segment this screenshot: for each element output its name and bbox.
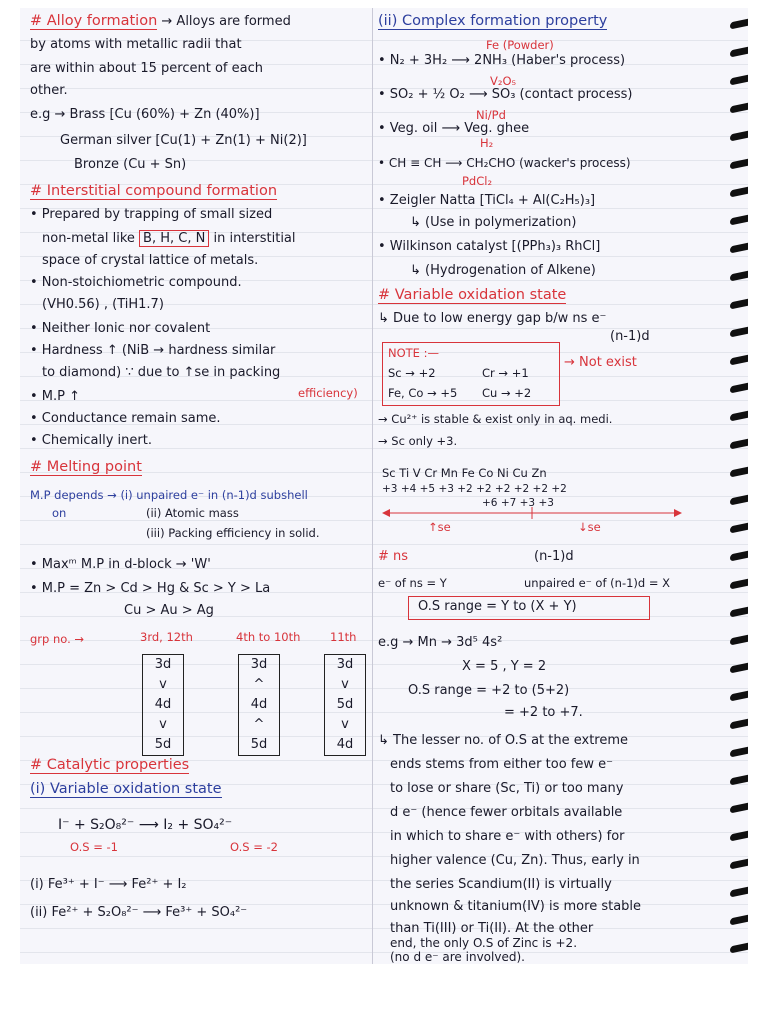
alloy-example-brass: e.g → Brass [Cu (60%) + Zn (40%)] <box>30 107 260 122</box>
complex-reaction: • CH ≡ CH ⟶ CH₂CHO (wacker's process) <box>378 156 631 170</box>
binding-ring <box>730 409 748 421</box>
column-divider <box>372 8 373 964</box>
ziegler-natta: • Zeigler Natta [TiCl₄ + Al(C₂H₅)₃] <box>378 193 596 208</box>
binding-ring <box>730 17 748 29</box>
explanation-line: the series Scandium(II) is virtually <box>390 877 612 892</box>
alloy-example-german-silver: German silver [Cu(1) + Zn(1) + Ni(2)] <box>60 133 307 148</box>
binding-ring <box>730 689 748 701</box>
complex-heading: (ii) Complex formation property <box>378 13 608 29</box>
complex-reaction: • N₂ + 3H₂ ⟶ 2NH₃ (Haber's process) <box>378 53 626 68</box>
stack-group-4-10: 3d ^ 4d ^ 5d <box>238 654 280 756</box>
example-xy: X = 5 , Y = 2 <box>462 659 547 674</box>
binding-ring <box>730 129 748 141</box>
explanation-line: ↳ The lesser no. of O.S at the extreme <box>378 733 629 748</box>
alloy-example-bronze: Bronze (Cu + Sn) <box>74 157 187 172</box>
binding-ring <box>730 185 748 197</box>
mp-order: Cu > Au > Ag <box>124 603 214 618</box>
mp-dependence: M.P depends → (i) unpaired e⁻ in (n-1)d subshell <box>30 488 308 502</box>
vos-heading: # Variable oxidation state <box>378 287 567 303</box>
group-3-12-label: 3rd, 12th <box>140 630 193 644</box>
alloy-desc: by atoms with metallic radii that <box>30 37 242 52</box>
binding-ring <box>730 717 748 729</box>
example-range: = +2 to +7. <box>504 705 583 720</box>
binding-ring <box>730 745 748 757</box>
explanation-line: unknown & titanium(IV) is more stable <box>390 899 642 914</box>
mp-dependence: (ii) Atomic mass <box>146 506 239 520</box>
trend-arrow <box>382 506 682 520</box>
note-title: NOTE :— <box>388 346 439 360</box>
interstitial-point: efficiency) <box>298 386 358 400</box>
cu-stability: → Cu²⁺ is stable & exist only in aq. medi. <box>378 412 613 426</box>
ns-label: # ns <box>378 549 409 564</box>
catalytic-heading: # Catalytic properties <box>30 757 190 773</box>
binding-ring <box>730 857 748 869</box>
interstitial-point: • Neither Ionic nor covalent <box>30 321 211 336</box>
explanation-line: than Ti(III) or Ti(II). At the other <box>390 921 594 936</box>
wilkinson-use: ↳ (Hydrogenation of Alkene) <box>410 263 596 278</box>
alloy-desc: other. <box>30 83 68 98</box>
stack-group-3-12: 3d v 4d v 5d <box>142 654 184 756</box>
interstitial-point: (VH0.56) , (TiH1.7) <box>42 297 164 312</box>
mp-maximum: • Maxᵐ M.P in d-block → 'W' <box>30 557 211 572</box>
binding-ring <box>730 521 748 533</box>
explanation-line: end, the only O.S of Zinc is +2. <box>390 936 578 950</box>
explanation-line: (no d e⁻ are involved). <box>390 950 525 964</box>
not-exist-label: → Not exist <box>564 355 637 370</box>
binding-ring <box>730 297 748 309</box>
example-mn: e.g → Mn → 3d⁵ 4s² <box>378 635 503 650</box>
catalyst-label: V₂O₅ <box>490 74 517 88</box>
binding-ring <box>730 549 748 561</box>
binding-ring <box>730 241 748 253</box>
element-row: Sc Ti V Cr Mn Fe Co Ni Cu Zn <box>382 466 547 480</box>
binding-ring <box>730 633 748 645</box>
catalytic-equation: (i) Fe³⁺ + I⁻ ⟶ Fe²⁺ + I₂ <box>30 877 187 892</box>
note-item: Sc → +2 <box>388 366 436 380</box>
catalyst-label: PdCl₂ <box>462 174 493 188</box>
interstitial-point: space of crystal lattice of metals. <box>42 253 259 268</box>
interstitial-point: • Chemically inert. <box>30 433 152 448</box>
mp-dependence: on <box>52 506 67 520</box>
stack-group-11: 3d v 5d v 4d <box>324 654 366 756</box>
interstitial-point: to diamond) ∵ due to ↑se in packing <box>42 365 281 380</box>
alloy-desc: are within about 15 percent of each <box>30 61 263 76</box>
interstitial-point: • Prepared by trapping of small sized <box>30 207 273 222</box>
mp-order: • M.P = Zn > Cd > Hg & Sc > Y > La <box>30 581 271 596</box>
explanation-line: to lose or share (Sc, Ti) or too many <box>390 781 624 796</box>
catalytic-subheading: (i) Variable oxidation state <box>30 781 222 797</box>
interstitial-heading: # Interstitial compound formation <box>30 183 278 199</box>
binding-ring <box>730 381 748 393</box>
note-item: Fe, Co → +5 <box>388 386 458 400</box>
nd-label: (n-1)d <box>534 549 574 564</box>
decrease-label: ↓se <box>578 520 601 534</box>
oxidation-state-note: O.S = -2 <box>230 840 278 854</box>
interstitial-point: • Hardness ↑ (NiB → hardness similar <box>30 343 276 358</box>
explanation-line: in which to share e⁻ with others) for <box>390 829 625 844</box>
interstitial-point: • M.P ↑ <box>30 389 81 404</box>
binding-ring <box>730 45 748 57</box>
explanation-line: d e⁻ (hence fewer orbitals available <box>390 805 623 820</box>
group-11-label: 11th <box>330 630 357 644</box>
alloy-section-line <box>30 12 291 31</box>
interstitial-point: • Non-stoichiometric compound. <box>30 275 242 290</box>
oxidation-row: +6 +7 +3 +3 <box>482 497 554 509</box>
nd-definition: unpaired e⁻ of (n-1)d = X <box>524 576 671 590</box>
explanation-line: ends stems from either too few e⁻ <box>390 757 613 772</box>
melting-heading: # Melting point <box>30 459 142 475</box>
complex-reaction: • SO₂ + ½ O₂ ⟶ SO₃ (contact process) <box>378 87 633 102</box>
binding-ring <box>730 353 748 365</box>
os-range-formula: O.S range = Y to (X + Y) <box>418 599 577 614</box>
interstitial-point: non-metal like B, H, C, N in interstitial <box>42 231 296 246</box>
alloy-heading: # Alloy formation <box>30 13 158 29</box>
catalyst-label: H₂ <box>480 136 494 150</box>
binding-ring <box>730 885 748 897</box>
increase-label: ↑se <box>428 520 451 534</box>
non-metal-box: B, H, C, N <box>139 230 209 247</box>
oxidation-state-note: O.S = -1 <box>70 840 118 854</box>
wilkinson-catalyst: • Wilkinson catalyst [(PPh₃)₃ RhCl] <box>378 239 601 254</box>
binding-ring <box>730 73 748 85</box>
binding-ring <box>730 801 748 813</box>
group-4-10-label: 4th to 10th <box>236 630 301 644</box>
mp-dependence: (iii) Packing efficiency in solid. <box>146 526 320 540</box>
example-range: O.S range = +2 to (5+2) <box>408 683 570 698</box>
catalyst-label: Fe (Powder) <box>486 38 554 52</box>
explanation-line: higher valence (Cu, Zn). Thus, early in <box>390 853 640 868</box>
binding-ring <box>730 913 748 925</box>
interstitial-point: • Conductance remain same. <box>30 411 221 426</box>
catalytic-equation: (ii) Fe²⁺ + S₂O₈²⁻ ⟶ Fe³⁺ + SO₄²⁻ <box>30 905 248 920</box>
complex-reaction: • Veg. oil ⟶ Veg. ghee <box>378 121 530 136</box>
catalytic-equation: I⁻ + S₂O₈²⁻ ⟶ I₂ + SO₄²⁻ <box>58 817 233 833</box>
oxidation-row: +3 +4 +5 +3 +2 +2 +2 +2 +2 +2 <box>382 483 567 495</box>
vos-reason: (n-1)d <box>610 329 650 344</box>
binding-ring <box>730 465 748 477</box>
vos-reason: ↳ Due to low energy gap b/w ns e⁻ <box>378 311 607 326</box>
note-item: Cr → +1 <box>482 366 529 380</box>
group-label: grp no. → <box>30 632 85 646</box>
ziegler-natta-use: ↳ (Use in polymerization) <box>410 215 577 230</box>
binding-ring <box>730 577 748 589</box>
sc-oxidation: → Sc only +3. <box>378 434 458 448</box>
notebook-page <box>20 8 748 964</box>
alloy-desc: → Alloys are formed <box>161 14 291 29</box>
binding-ring <box>730 213 748 225</box>
note-item: Cu → +2 <box>482 386 532 400</box>
catalyst-label: Ni/Pd <box>476 108 506 122</box>
ns-definition: e⁻ of ns = Y <box>378 576 447 590</box>
